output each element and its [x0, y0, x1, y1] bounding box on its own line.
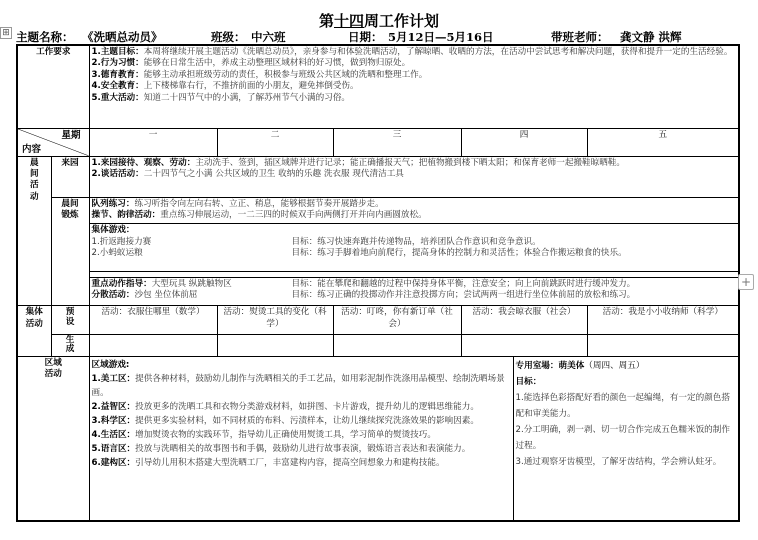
- group-game-row: 1.折返跑接力赛 目标：练习快速奔跑并传递物品，培养团队合作意识和竞争意识。: [91, 236, 541, 247]
- info-line: [16, 29, 746, 43]
- day-thursday: 四: [461, 128, 587, 156]
- exercise-item: 操节、韵律活动：重点练习伸展运动，一二三四的时候双手向两侧打开并向内画圆放松。: [91, 210, 427, 221]
- collective-label: 集体活动: [17, 306, 51, 356]
- generate-tuesday: [217, 335, 333, 357]
- weekly-plan-table: [16, 44, 740, 522]
- requirement-item: 3.德育教育：能够主动承担班级劳动的责任，积极参与班级公共区域的洗晒和整理工作。: [91, 69, 428, 80]
- special-goal: 3.通过观察牙齿模型，了解牙齿结构，学会辨认蛀牙。: [515, 456, 722, 467]
- arrival-item: 1.来园接待、观察、劳动：主动洗手、签到，插区域牌并进行记录；能正确播报天气；把植物搬到楼下晒太阳；和保育老师一起搬鞋晾晒鞋。: [91, 157, 626, 168]
- title-prefix: 第: [318, 12, 334, 30]
- teacher-label: 带班老师：: [551, 30, 609, 44]
- special-room-heading: 专用室場：萌美体（周四、周五）: [515, 360, 645, 371]
- activity-monday: 活动：衣服住哪里（数学）: [89, 306, 217, 335]
- requirement-item: 2.行为习惯：能够在日常生活中，养成主动整理区域材料的好习惯，做到物归原处。: [91, 58, 411, 69]
- day-tuesday: 二: [217, 128, 333, 156]
- week-content-header: [17, 128, 89, 156]
- arrival-cell: [89, 156, 739, 197]
- area-item: 1.美工区：提供各种材料，鼓励幼儿制作与洗晒相关的手工艺品，如用彩泥制作洗涤用品模型、绘制洗晒场景画。: [91, 373, 505, 398]
- date-value: 5月12日—5月16日: [388, 30, 494, 44]
- generate-monday: [89, 335, 217, 357]
- generate-friday: [587, 335, 739, 357]
- area-label: 区域活动: [17, 356, 89, 521]
- area-item: 5.语言区：投放与洗晒相关的故事图书和手偶，鼓励幼儿进行故事表演，锻炼语言表达和表演能力。: [91, 443, 471, 454]
- requirement-item: 5.重大活动：知道二十四节气中的小满，了解苏州节气小满的习俗。: [91, 92, 351, 103]
- group-game-row: 2.小蚂蚁运粮 目标：练习手脚着地向前爬行，提高身体的控制力和灵活性；体验合作搬运粮食的快乐。: [91, 248, 627, 259]
- day-friday: 五: [587, 128, 739, 156]
- formation-item: 队列练习：练习听指令向左向右转、立正、稍息，能够根据节奏开展踏步走。: [91, 198, 384, 209]
- day-wednesday: 三: [333, 128, 461, 156]
- page-title: [0, 10, 758, 31]
- generate-thursday: [461, 335, 587, 357]
- requirements-cell: [89, 45, 739, 128]
- key-action-cell: [89, 277, 739, 306]
- theme-label: 主题名称：: [16, 30, 74, 44]
- teacher-value: 龚文静 洪辉: [620, 30, 682, 44]
- morning-label: 晨间活动: [17, 156, 51, 306]
- theme-value: 《洗晒总动员》: [82, 30, 163, 44]
- area-games-title: 区域游戏:: [91, 359, 130, 370]
- special-goal: 2.分工明确，剥一剥、切一切合作完成五色糯米饭的制作过程。: [515, 424, 730, 451]
- title-week: 十四: [333, 12, 364, 30]
- activity-tuesday: 活动：熨烫工具的变化（科学）: [217, 306, 333, 335]
- day-monday: 一: [89, 128, 217, 156]
- date-label: 日期：: [348, 30, 383, 44]
- table-move-handle[interactable]: ⊞: [0, 27, 12, 39]
- activity-wednesday: 活动：叮咚，你有新订单（社会）: [333, 306, 461, 335]
- arrival-label: 来园: [51, 156, 89, 197]
- preset-label: 预设: [51, 306, 89, 335]
- arrival-item: 2.谈话活动：二十四节气之小满 公共区域的卫生 收纳的乐趣 洗衣服 现代清洁工具: [91, 168, 404, 179]
- special-goal: 1.能选择色彩搭配好看的颜色一起编绳，有一定的颜色搭配和审美能力。: [515, 392, 730, 419]
- area-games-cell: [89, 356, 513, 521]
- special-room-cell: [513, 356, 739, 521]
- activity-thursday: 活动：我会晾衣服（社会）: [461, 306, 587, 335]
- requirement-item: 4.安全教育：上下楼梯靠右行，不推挤前面的小朋友，避免摔倒受伤。: [91, 81, 359, 92]
- special-goal-label: 目标：: [515, 376, 542, 387]
- content-label: 内容: [22, 144, 42, 156]
- week-label: 星期: [61, 129, 81, 141]
- class-value: 中六班: [251, 30, 286, 44]
- class-label: 班级：: [211, 30, 246, 44]
- group-games-title: 集体游戏：: [91, 225, 135, 236]
- key-action-row: 重点动作指导：大型玩具 纵跳触物区 目标：能在攀爬和翻越的过程中保持身体平衡，注意安全；向上向前跳跃时进行缓冲发力。: [91, 278, 636, 289]
- title-suffix: 周工作计划: [364, 12, 440, 30]
- exercise-label: 晨间锻炼: [51, 197, 89, 306]
- area-item: 4.生活区：增加熨烫衣物的实践环节，指导幼儿正确使用熨烫工具，学习简单的熨烫技巧。: [91, 429, 436, 440]
- generate-wednesday: [333, 335, 461, 357]
- area-item: 2.益智区：投放更多的洗晒工具和衣物分类游戏材料，如拼图、卡片游戏，提升幼儿的逻辑思维能力。: [91, 401, 479, 412]
- requirements-label: 工作要求: [17, 45, 89, 128]
- add-column-icon[interactable]: +: [738, 274, 754, 290]
- group-games-cell: [89, 224, 739, 271]
- scattered-row: 分散活动：沙包 坐位体前屈 目标：练习正确的投掷动作并注意投掷方向；尝试两两一组进行坐位体前屈的放松和练习。: [91, 290, 636, 301]
- requirement-item: 1.主题目标：本周将继续开展主题活动《洗晒总动员》，亲身参与和体验洗晒活动，了解晾晒、收晒的方法，在活动中尝试思考和解决问题，获得和提升一定的生活经验。: [91, 47, 733, 57]
- activity-friday: 活动：我是小小收纳师（科学）: [587, 306, 739, 335]
- area-item: 3.科学区：提供更多实验材料，如不同材质的布料、污渍样本，让幼儿继续探究洗涤效果的影响因素。: [91, 415, 479, 426]
- generate-label: 生成: [51, 335, 89, 357]
- area-item: 6.建构区：引导幼儿用积木搭建大型洗晒工厂，丰富建构内容，提高空间想象力和建构技能。: [91, 457, 445, 468]
- formation-exercise-cell: [89, 197, 739, 224]
